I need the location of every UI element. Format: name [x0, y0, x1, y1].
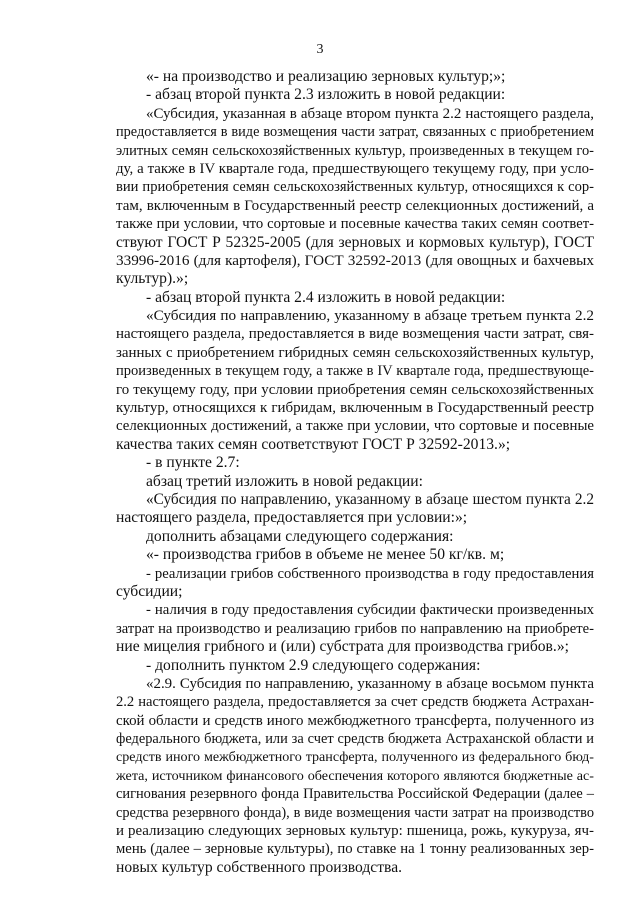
text-line: дополнить абзацами следующего содержания: — [146, 527, 454, 545]
text-line: также при условии, что сортовые и посевные качества таких семян соответ- — [116, 216, 594, 233]
text-line: селекционных достижений, а также при условии, что сортовые и посевные — [116, 418, 594, 435]
text-line: ствуют ГОСТ Р 52325-2005 (для зерновых и кормовых культур), ГОСТ — [116, 233, 594, 251]
text-line: «- производства грибов в объеме не менее 50 кг/кв. м; — [146, 546, 505, 564]
text-line: жета, источником финансового обеспечения которого являются бюджетные ас- — [116, 767, 594, 784]
text-line: там, включенным в Государственный реестр селекционных достижений, а — [116, 197, 594, 214]
text-line: федерального бюджета, или за счет средств бюджета Астраханской области и — [116, 731, 594, 748]
text-line: произведенных в текущем году, а также в IV квартале года, предшествующе- — [116, 363, 594, 380]
document-body — [116, 68, 594, 877]
text-line: ние мицелия грибного и (или) субстрата для производства грибов.»; — [116, 638, 569, 656]
text-line: 2.2 настоящего раздела, предоставляется за счет средств бюджета Астрахан- — [116, 694, 594, 711]
text-line: - абзац второй пункта 2.3 изложить в новой редакции: — [146, 86, 506, 104]
text-line: настоящего раздела, предоставляется при условии:»; — [116, 509, 468, 527]
text-line: элитных семян сельскохозяйственных культур, произведенных в текущем го- — [116, 142, 594, 159]
text-line: - реализации грибов собственного производства в году предоставления — [146, 565, 594, 582]
page-number: 3 — [316, 42, 324, 57]
text-line: - дополнить пунктом 2.9 следующего содержания: — [146, 656, 481, 674]
text-line: «Субсидия по направлению, указанному в абзаце третьем пункта 2.2 — [146, 307, 594, 325]
text-line: средств иного межбюджетного трансферта, полученного из федерального бюд- — [116, 749, 594, 766]
text-line: субсидии; — [116, 582, 183, 600]
text-line: абзац третий изложить в новой редакции: — [146, 472, 423, 490]
text-line: затрат на производство и реализацию грибов по направлению на приобрете- — [116, 620, 594, 637]
text-line: мень (далее – зерновые культуры), по ставке на 1 тонну реализованных зер- — [116, 841, 594, 858]
text-line: средства резервного фонда), в виде возмещения части затрат на производство — [116, 804, 594, 821]
text-line: настоящего раздела, предоставляется в виде возмещения части затрат, свя- — [116, 326, 594, 343]
text-line: «Субсидия, указанная в абзаце втором пункта 2.2 настоящего раздела, — [146, 105, 594, 122]
text-line: - наличия в году предоставления субсидии фактически произведенных — [146, 602, 594, 619]
text-line: «- на производство и реализацию зерновых культур;»; — [146, 68, 506, 85]
text-line: предоставляется в виде возмещения части затрат, связанных с приобретением — [116, 124, 594, 141]
text-line: - абзац второй пункта 2.4 изложить в новой редакции: — [146, 288, 506, 306]
text-line: качества таких семян соответствуют ГОСТ Р 32592-2013.»; — [116, 435, 511, 453]
text-line: культур, относящихся к гибридам, включенным в Государственный реестр — [116, 400, 594, 417]
text-line: сигнования резервного фонда Правительства Российской Федерации (далее – — [116, 786, 594, 803]
text-line: культур).»; — [116, 270, 189, 288]
text-line: и реализацию следующих зерновых культур: пшеница, рожь, кукуруза, яч- — [116, 823, 594, 840]
text-line: - в пункте 2.7: — [146, 454, 240, 472]
text-line: занных с приобретением гибридных семян сельскохозяйственных культур, — [116, 344, 594, 361]
text-line: ду, а также в IV квартале года, предшествующего текущему году, при усло- — [116, 160, 594, 177]
text-line: ской области и средств иного межбюджетного трансферта, полученного из — [116, 712, 594, 729]
text-line: «Субсидия по направлению, указанному в абзаце шестом пункта 2.2 — [146, 490, 594, 508]
text-line: новых культур собственного производства. — [116, 858, 403, 876]
text-line: вии приобретения семян сельскохозяйственных культур, относящихся к сор- — [116, 179, 594, 196]
text-line: «2.9. Субсидия по направлению, указанному в абзаце восьмом пункта — [146, 675, 594, 692]
text-line: го текущему году, при условии приобретения семян сельскохозяйственных — [116, 381, 594, 398]
text-line: 33996-2016 (для картофеля), ГОСТ 32592-2013 (для овощных и бахчевых — [116, 251, 594, 269]
